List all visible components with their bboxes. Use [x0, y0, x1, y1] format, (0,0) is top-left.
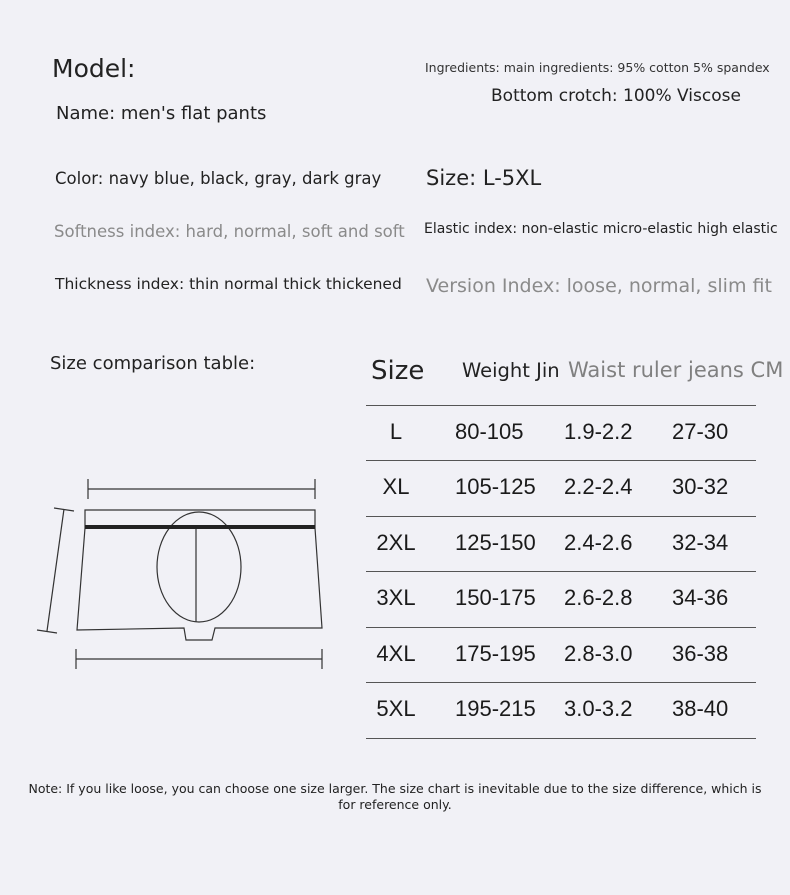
briefs-diagram-icon [30, 470, 330, 680]
table-divider [366, 738, 756, 739]
cell-waist-ruler: 3.0-3.2 [564, 696, 633, 721]
cell-jeans-cm: 30-32 [672, 474, 729, 500]
table-row [366, 516, 756, 571]
table-row [366, 627, 756, 682]
elastic-index: Elastic index: non-elastic micro-elastic high elastic [424, 221, 778, 237]
cell-waist-ruler: 2.6-2.8 [564, 585, 633, 611]
thickness-index: Thickness index: thin normal thick thickened [55, 275, 402, 293]
cell-weight: 150-175 [455, 585, 536, 611]
product-name: Name: men's flat pants [56, 103, 267, 124]
color-text: Color: navy blue, black, gray, dark gray [55, 169, 382, 188]
cell-jeans-cm: 36-38 [672, 640, 729, 666]
cell-weight: 175-195 [455, 640, 536, 666]
table-row [366, 682, 756, 737]
version-index: Version Index: loose, normal, slim fit [426, 275, 772, 297]
bottom-crotch-text: Bottom crotch: 100% Viscose [491, 86, 741, 106]
cell-weight: 125-150 [455, 529, 536, 555]
size-table-title: Size comparison table: [50, 353, 256, 374]
softness-index: Softness index: hard, normal, soft and soft [54, 222, 405, 241]
ingredients-text: Ingredients: main ingredients: 95% cotton 5% spandex [425, 60, 770, 75]
cell-weight: 105-125 [455, 474, 536, 500]
cell-waist-ruler: 2.8-3.0 [564, 640, 633, 666]
header-size: Size [371, 356, 425, 386]
header-waist: Waist ruler jeans CM [568, 358, 784, 382]
cell-size: L [389, 419, 403, 444]
cell-jeans-cm: 32-34 [672, 529, 729, 555]
cell-waist-ruler: 2.4-2.6 [564, 529, 633, 555]
cell-size: 2XL [376, 529, 416, 555]
model-label: Model: [52, 54, 136, 83]
cell-size: XL [382, 474, 410, 500]
cell-size: 4XL [376, 640, 416, 666]
cell-weight: 195-215 [455, 696, 536, 721]
table-row [366, 571, 756, 626]
table-row [366, 405, 756, 460]
table-row [366, 460, 756, 515]
size-range-text: Size: L-5XL [426, 166, 542, 190]
cell-size: 3XL [376, 585, 416, 611]
cell-waist-ruler: 1.9-2.2 [564, 419, 633, 444]
cell-weight: 80-105 [455, 419, 524, 444]
header-weight: Weight Jin [462, 359, 560, 382]
cell-size: 5XL [376, 696, 416, 721]
cell-jeans-cm: 27-30 [672, 419, 729, 444]
cell-jeans-cm: 38-40 [672, 696, 729, 721]
cell-jeans-cm: 34-36 [672, 585, 729, 611]
cell-waist-ruler: 2.2-2.4 [564, 474, 633, 500]
size-note: Note: If you like loose, you can choose one size larger. The size chart is inevitable due to the size difference, which is for reference only. [28, 781, 762, 812]
